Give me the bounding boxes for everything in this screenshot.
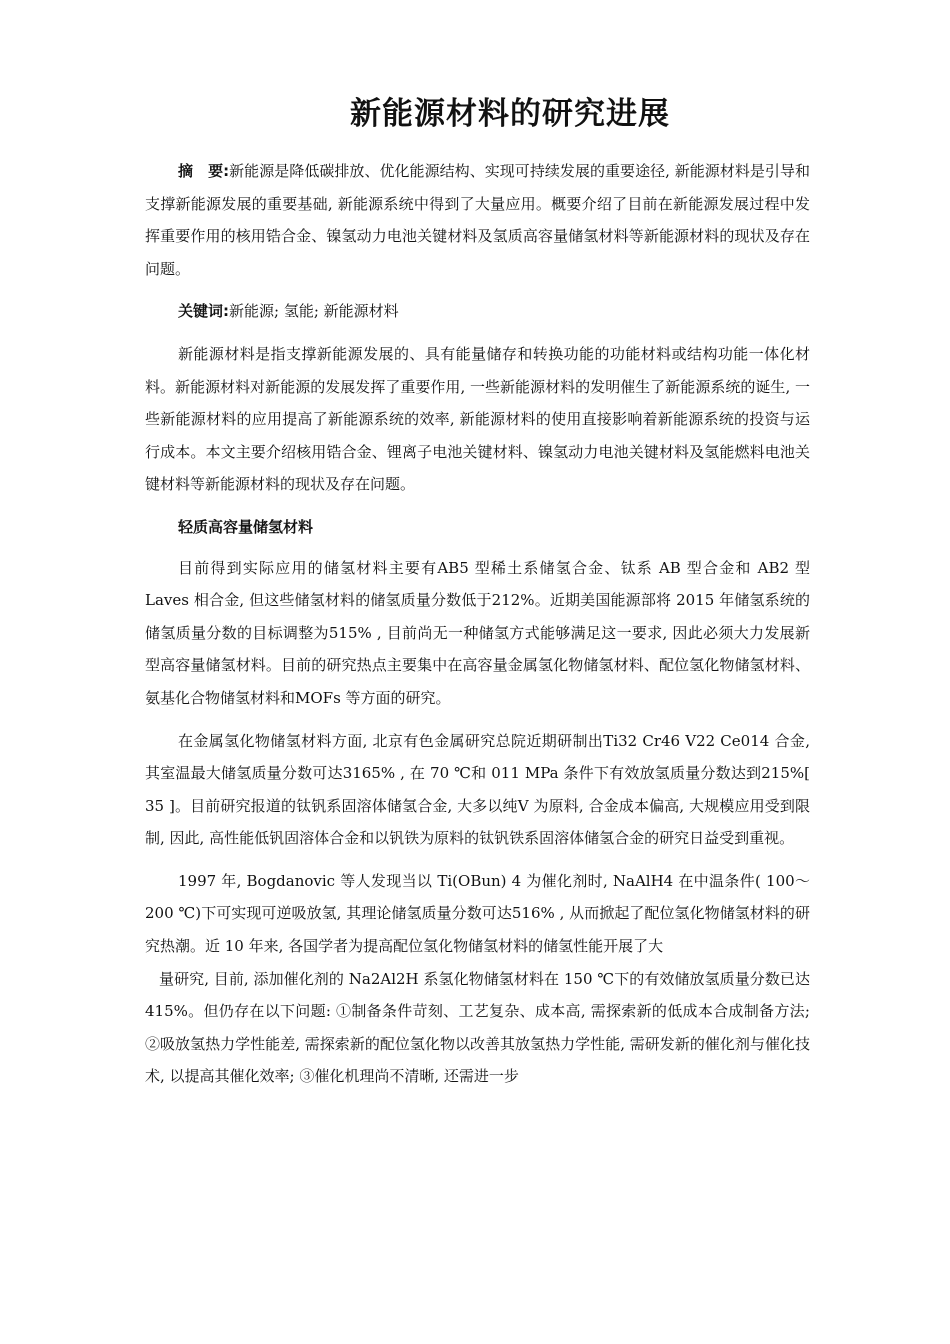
keywords-label: 关键词:: [178, 302, 229, 321]
paragraph-research-issues: 量研究, 目前, 添加催化剂的 Na2Al2H 系氢化物储氢材料在 150 ℃下的有效储放氢质量分数已达 415%。但仍存在以下问题: ①制备条件苛刻、工艺复杂、成本高, 需探索新的低成本合成制备方法; ②吸放氢热力学性能差, 需探索新的配位氢化物以改善其放氢热力学性能, 需研发新的催化剂与催化技术, 以提高其催化效率; ③催化机理尚不清晰, 还需进一步: [145, 969, 810, 1086]
intro-paragraph: 新能源材料是指支撑新能源发展的、具有能量储存和转换功能的功能材料或结构功能一体化材料。新能源材料对新能源的发展发挥了重要作用, 一些新能源材料的发明催生了新能源系统的诞生, 一些新能源材料的应用提高了新能源系统的效率, 新能源材料的使用直接影响着新能源系统的投资与运行成本。本文主要介绍核用锆合金、锂离子电池关键材料、镍氢动力电池关键材料及氢能燃料电池关键材料等新能源材料的现状及存在问题。: [145, 344, 810, 494]
section-heading: 轻质高容量储氢材料: [178, 517, 314, 536]
page-title: 新能源材料的研究进展: [350, 96, 670, 132]
keywords-paragraph: [145, 295, 810, 328]
paragraph-storage-materials: 目前得到实际应用的储氢材料主要有AB5 型稀土系储氢合金、钛系 AB 型合金和 AB2 型 Laves 相合金, 但这些储氢材料的储氢质量分数低于212%。近期美国能源部将 2015 年储氢系统的储氢质量分数的目标调整为515% , 目前尚无一种储氢方式能够满足这一要求, 因此必须大力发展新型高容量储氢材料。目前的研究热点主要集中在高容量金属氢化物储氢材料、配位氢化物储氢材料、氨基化合物储氢材料和MOFs 等方面的研究。: [145, 558, 810, 707]
paragraph-metal-hydrides: 在金属氢化物储氢材料方面, 北京有色金属研究总院近期研制出Ti32 Cr46 V22 Ce014 合金, 其室温最大储氢质量分数可达3165% , 在 70 ℃和 011 MPa 条件下有效放氢质量分数达到215%[ 35 ]。目前研究报道的钛钒系固溶体储氢合金, 大多以纯V 为原料, 合金成本偏高, 大规模应用受到限制, 因此, 高性能低钒固溶体合金和以钒铁为原料的钛钒铁系固溶体储氢合金的研究日益受到重视。: [145, 731, 810, 848]
abstract-label: 摘 要:: [178, 162, 230, 180]
keywords-text: 新能源; 氢能; 新能源材料: [229, 302, 399, 321]
document-body: [145, 155, 810, 1093]
abstract-paragraph: [145, 155, 810, 285]
paragraph-complex-hydrides: 1997 年, Bogdanovic 等人发现当以 Ti(OBun) 4 为催化剂时, NaAlH4 在中温条件( 100～200 ℃)下可实现可逆吸放氢, 其理论储氢质量分数可达516% , 从而掀起了配位氢化物储氢材料的研究热潮。近 10 年来, 各国学者为提高配位氢化物储氢材料的储氢性能开展了大: [145, 871, 810, 956]
abstract-text: 新能源是降低碳排放、优化能源结构、实现可持续发展的重要途径, 新能源材料是引导和支撑新能源发展的重要基础, 新能源系统中得到了大量应用。概要介绍了目前在新能源发展过程中发挥重要作用的核用锆合金、镍氢动力电池关键材料及氢质高容量储氢材料等新能源材料的现状及存在问题。: [145, 162, 810, 278]
